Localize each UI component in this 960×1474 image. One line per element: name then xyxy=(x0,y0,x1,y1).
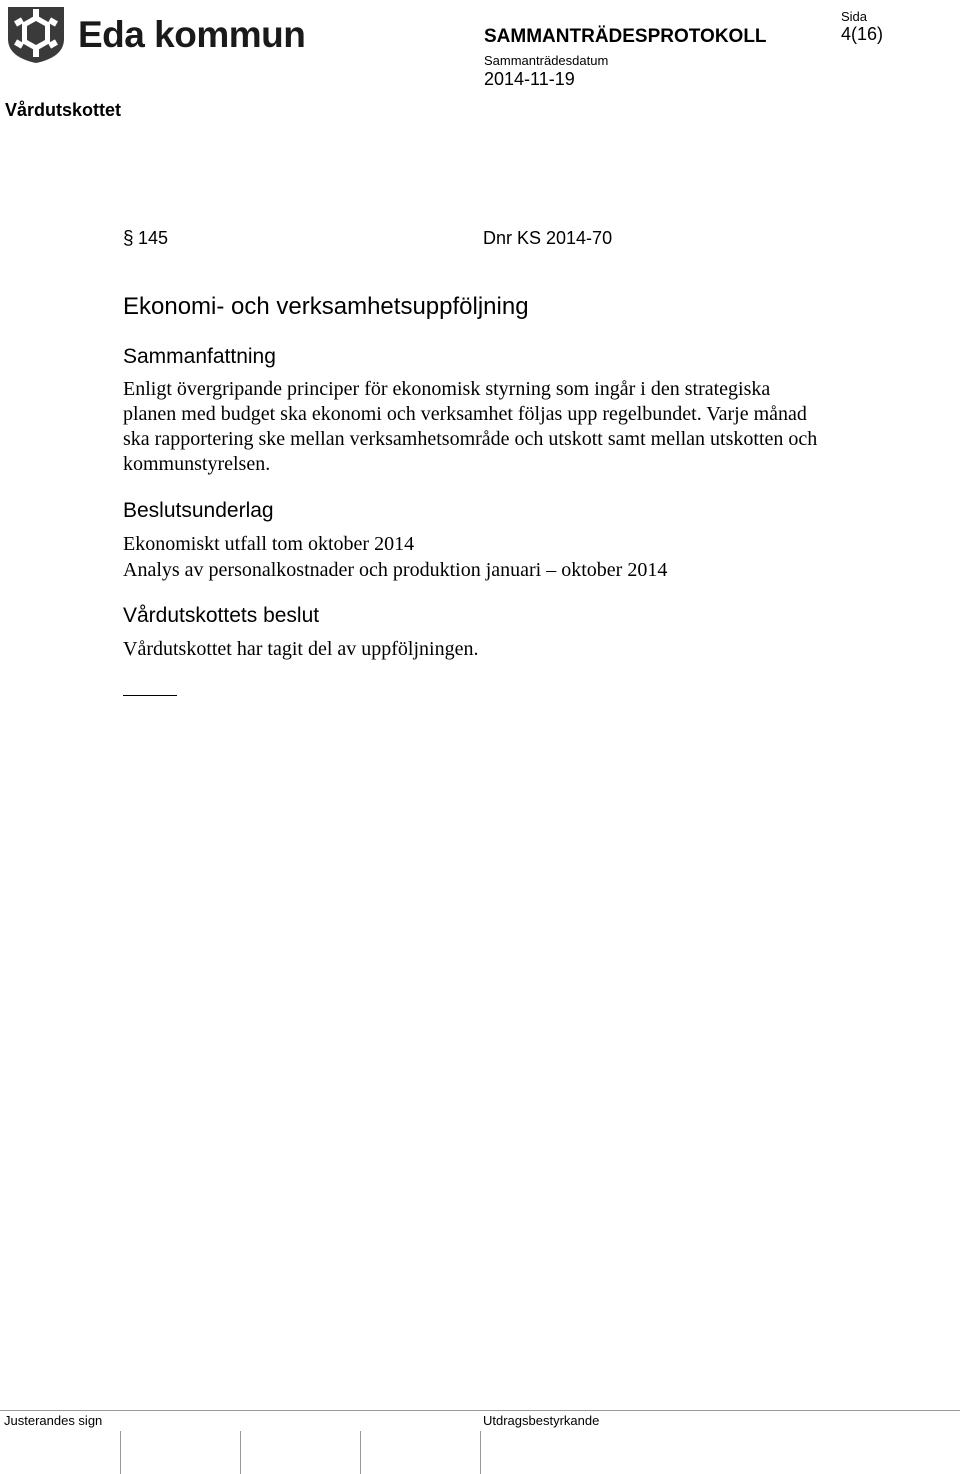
list-item: Analys av personalkostnader och produktion januari – oktober 2014 xyxy=(123,559,668,581)
section-sign: § xyxy=(123,228,134,249)
signature-box-divider xyxy=(240,1431,241,1474)
municipal-coat-of-arms-icon xyxy=(6,5,66,65)
summary-text: Enligt övergripande principer för ekonomisk styrning som ingår i den strategiska planen med budget ska ekonomi och verksamhet följas upp regelbundet. Varje månad ska rapportering ske mellan verksamhetsområde och utskott samt mellan utskotten och kommunstyrelsen. xyxy=(123,378,818,475)
page-label: Sida xyxy=(841,9,868,24)
basis-heading: Beslutsunderlag xyxy=(123,499,274,522)
basis-list xyxy=(123,532,823,584)
decision-text: Vårdutskottet har tagit del av uppföljningen. xyxy=(123,638,479,660)
case-number: Dnr KS 2014-70 xyxy=(483,228,613,248)
adjuster-sign-label: Justerandes sign xyxy=(4,1413,103,1428)
end-rule xyxy=(123,695,177,696)
list-item: Ekonomiskt utfall tom oktober 2014 xyxy=(123,533,415,555)
signature-box-divider xyxy=(120,1431,121,1474)
meeting-date: 2014-11-19 xyxy=(484,69,575,89)
signature-box-divider xyxy=(480,1431,481,1474)
summary-heading: Sammanfattning xyxy=(123,345,276,368)
document-type: SAMMANTRÄDESPROTOKOLL xyxy=(484,26,767,47)
committee-name: Vårdutskottet xyxy=(5,100,122,120)
decision-heading: Vårdutskottets beslut xyxy=(123,604,320,627)
footer-divider xyxy=(0,1410,960,1411)
extract-certification-label: Utdragsbestyrkande xyxy=(483,1413,600,1428)
page-title: Ekonomi- och verksamhetsuppföljning xyxy=(123,293,529,320)
signature-box-divider xyxy=(360,1431,361,1474)
page-number: 4(16) xyxy=(841,24,884,44)
organization-name: Eda kommun xyxy=(78,14,306,55)
section-number: 145 xyxy=(138,228,169,248)
meeting-date-label: Sammanträdesdatum xyxy=(484,53,609,68)
